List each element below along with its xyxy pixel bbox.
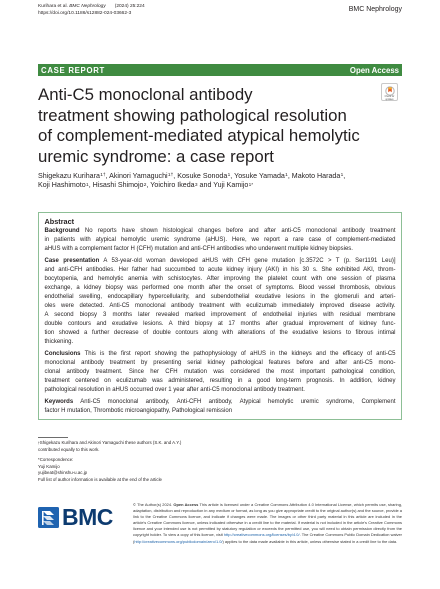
abstract-keywords-section bbox=[45, 398, 396, 416]
bmc-logo-icon bbox=[38, 507, 59, 528]
author-line bbox=[38, 172, 345, 181]
abstract-text: aHUS with a complement factor H (CFH) mutation and anti-CFH antibodies who underwent multiple kidney biopsies. bbox=[44, 246, 353, 252]
abstract-text-line bbox=[45, 407, 396, 416]
abstract-text-line bbox=[45, 266, 396, 275]
abstract-section-label: Case presentation bbox=[44, 258, 100, 264]
abstract-text-line bbox=[45, 329, 396, 338]
equal-contribution-text: contributed equally to this work. bbox=[38, 446, 100, 452]
abstract-text: This is the first report showing the pathophysiology of aHUS in the kidneys and the efficacy of anti-C5 bbox=[84, 351, 396, 357]
abstract-text: tion showed a further decrease of double contours along with alterations of the exudative lesions to fibrous intimal bbox=[44, 330, 396, 336]
bmc-publisher-logo bbox=[38, 506, 113, 528]
author-separator: and bbox=[197, 181, 214, 190]
abstract-text-line bbox=[45, 368, 396, 377]
citation-authors: Kurihara et al. bbox=[38, 4, 68, 9]
abstract-text-line bbox=[45, 359, 396, 368]
author-name: Makoto Harada bbox=[291, 172, 341, 180]
author-list bbox=[38, 172, 345, 190]
author-separator: , bbox=[105, 172, 110, 180]
doi-link[interactable]: https://doi.org/10.1186/s12882-024-03662-3 bbox=[38, 10, 132, 16]
abstract-box bbox=[38, 212, 402, 420]
check-for-updates-text bbox=[382, 96, 397, 101]
abstract-text-line bbox=[45, 338, 396, 347]
abstract-text-line bbox=[45, 245, 396, 254]
license-text: . The Creative Commons Public Domain Dedication waiver ( bbox=[133, 532, 402, 544]
bmc-logo-text: BMC bbox=[62, 504, 113, 530]
abstract-text-line bbox=[45, 302, 396, 311]
abstract-text-line bbox=[45, 293, 396, 302]
author-affiliation-mark: 1 bbox=[227, 173, 231, 179]
author-affiliation-mark: 1 bbox=[86, 182, 89, 188]
abstract-text: and anti-CFH antibodies. Her father had succumbed to acute kidney injury (AKI) in his 30 s. She exhibited AKI, throm- bbox=[44, 267, 396, 273]
license-text: ) applies to the data made available in this article, unless otherwise stated in a credit line to the data. bbox=[222, 538, 398, 544]
abstract-text: oles were detected. Anti-C5 monoclonal antibody treatment with eculizumab immediately improved disease activity. bbox=[44, 303, 396, 309]
abstract-text-line bbox=[45, 227, 396, 236]
open-access-label: Open Access bbox=[349, 65, 399, 75]
author-name: Yuji Kamijo bbox=[213, 181, 249, 190]
cc-by-license-link[interactable]: http://creativecommons.org/licenses/by/4.0/ bbox=[223, 532, 300, 538]
abstract-text: factor H mutation, Thrombotic microangiopathy, Pathological remission bbox=[44, 408, 233, 414]
abstract-text: treatment centered on eculizumab was administered, resulting in a good long-term prognosis. In addition, kidney bbox=[44, 378, 396, 384]
author-affiliation-mark: 1† bbox=[167, 173, 174, 179]
author-separator: , bbox=[173, 172, 178, 180]
author-name: Akinori Yamaguchi bbox=[109, 172, 168, 180]
article-title bbox=[38, 85, 360, 168]
author-name: Shigekazu Kurihara bbox=[38, 172, 100, 180]
abstract-text-line bbox=[45, 377, 396, 386]
license-text: This article is licensed under a Creative Commons Attribution 4.0 International License, which permits use, sharing, adaptation, distribution and reproduction in any medium or format, as long as you give appropriate credit to the original author(s) and the source, provide a link to the Creative Commons licence, and indicate if changes were made. The images or other third party material in this article are included in the article's Creative Commons licence, unless indicated otherwise in a credit line to the material. If material is not included in the article's Creative Commons licence and your intended use is not permitted by statutory regulation or exceeds the permitted use, you will need to obtain permission directly from the copyright holder. To view a copy of this licence, visit bbox=[133, 502, 402, 538]
author-separator: , bbox=[343, 172, 346, 180]
abstract-case-presentation-section bbox=[45, 257, 396, 347]
badge-line: updates bbox=[385, 98, 394, 101]
title-line: treatment showing pathological resolution bbox=[38, 105, 347, 125]
footnote-divider bbox=[38, 437, 68, 438]
corresponding-author-email[interactable]: yujibeat@shinshu-u.ac.jp bbox=[38, 470, 88, 476]
correspondence-label: *Correspondence: bbox=[38, 457, 74, 463]
author-separator: , bbox=[287, 172, 292, 180]
abstract-text: thickening. bbox=[44, 339, 74, 345]
corresponding-author-name: Yuji Kamijo bbox=[38, 463, 60, 469]
running-header bbox=[38, 4, 145, 18]
abstract-text: monoclonal antibody treatment by presenting serial kidney pathological features before and after anti-C5 mono- bbox=[44, 360, 396, 366]
article-type-banner bbox=[38, 64, 402, 76]
author-info-note: Full list of author information is available at the end of the article bbox=[38, 476, 162, 482]
abstract-text-line bbox=[45, 386, 396, 395]
open-access-heading: Open Access bbox=[173, 502, 199, 507]
badge-line: Check for bbox=[384, 96, 395, 99]
abstract-text-line bbox=[45, 275, 396, 284]
citation-journal: BMC Nephrology bbox=[69, 4, 106, 9]
check-for-updates-badge[interactable] bbox=[381, 83, 398, 101]
title-line: uremic syndrome: a case report bbox=[38, 147, 274, 167]
abstract-text: No reports have shown histological changes before and after anti-C5 monoclonal antibody treatment bbox=[84, 228, 396, 234]
abstract-text-line bbox=[45, 284, 396, 293]
author-line bbox=[38, 181, 345, 190]
abstract-text-line bbox=[45, 398, 396, 407]
dagger-mark: † bbox=[38, 441, 40, 445]
journal-name: BMC Nephrology bbox=[348, 6, 402, 13]
abstract-sections bbox=[45, 227, 396, 416]
abstract-text-line bbox=[45, 320, 396, 329]
abstract-text: endothelial swelling, endocapillary hypercellularity, and subendothelial exudative lesions in the glomeruli and arteri- bbox=[44, 294, 396, 300]
abstract-background-section bbox=[45, 227, 396, 254]
license-statement bbox=[133, 502, 402, 545]
author-affiliation-mark: 1 bbox=[285, 173, 288, 179]
cc0-waiver-link[interactable]: http://creativecommons.org/publicdomain/zero/1.0/ bbox=[134, 538, 223, 544]
abstract-conclusions-section bbox=[45, 350, 396, 395]
copyright-notice: © The Author(s) 2024. bbox=[133, 502, 173, 507]
abstract-text-line bbox=[45, 236, 396, 245]
author-separator: , bbox=[230, 172, 235, 180]
footnotes bbox=[38, 440, 238, 484]
author-affiliation-mark: 1 bbox=[340, 173, 344, 179]
author-name: Hisashi Shimojo bbox=[92, 181, 144, 190]
equal-contribution-note bbox=[38, 440, 238, 447]
title-line: Anti-C5 monoclonal antibody bbox=[38, 85, 253, 104]
abstract-text: double contours and exudative lesions. A third biopsy at 17 months after gradual improvement of kidney func- bbox=[44, 321, 396, 327]
author-affiliation-mark: 1* bbox=[248, 182, 254, 188]
author-separator: , bbox=[146, 181, 151, 190]
abstract-text: clonal antibody treatment. Since her CFH mutation was considered the most important pathological condition, bbox=[44, 369, 396, 375]
article-type-label: CASE REPORT bbox=[41, 65, 106, 75]
title-line: of complement-mediated atypical hemolytic bbox=[38, 126, 360, 146]
equal-contribution-text: Shigekazu Kurihara and Akinori Yamaguchi these authors (S.K. and A.Y.) bbox=[39, 440, 182, 445]
crossmark-icon bbox=[385, 86, 395, 96]
abstract-text: Anti-C5 monoclonal antibody, Anti-CFH antibody, Atypical hemolytic uremic syndrome, Complement bbox=[80, 399, 396, 405]
abstract-text-line bbox=[45, 350, 396, 359]
abstract-text: A 53-year-old woman developed aHUS with CFH gene mutation [c.3572C > T (p. Ser1191 Leu)] bbox=[103, 258, 396, 264]
abstract-section-label: Keywords bbox=[44, 399, 74, 405]
abstract-text: pathological resolution in aHUS occurred over 1 year after anti-C5 monoclonal antibody treatment. bbox=[44, 387, 305, 393]
author-affiliation-mark: 3 bbox=[194, 182, 198, 188]
abstract-text: exchange, a kidney biopsy was performed one month after the onset of symptoms. Blood vessel thrombosis, obvious bbox=[44, 285, 396, 291]
abstract-section-label: Background bbox=[44, 228, 80, 234]
author-affiliation-mark: 1† bbox=[100, 173, 106, 179]
abstract-text-line bbox=[45, 311, 396, 320]
abstract-heading: Abstract bbox=[44, 217, 75, 226]
abstract-text: in patients with atypical hemolytic uremic syndrome (aHUS). Here, we report a rare case of complement-mediated bbox=[44, 237, 396, 243]
citation-issue: (2024) 25:224 bbox=[114, 4, 145, 9]
author-affiliation-mark: 2 bbox=[143, 182, 147, 188]
author-name: Koji Hashimoto bbox=[38, 181, 86, 190]
abstract-text-line bbox=[45, 257, 396, 266]
author-name: Kosuke Sonoda bbox=[177, 172, 228, 180]
abstract-text: A second biopsy 3 months later revealed marked improvement of endothelial injuries with residual membrane bbox=[44, 312, 396, 318]
author-name: Yoichiro Ikeda bbox=[150, 181, 195, 190]
abstract-section-label: Conclusions bbox=[44, 351, 81, 357]
author-name: Yosuke Yamada bbox=[234, 172, 285, 180]
author-separator: , bbox=[88, 181, 93, 190]
citation-line bbox=[38, 4, 145, 11]
abstract-text: bocytopenia, and hemolytic anemia with schistocytes. After improving the platelet count with one session of plasma bbox=[44, 276, 396, 282]
